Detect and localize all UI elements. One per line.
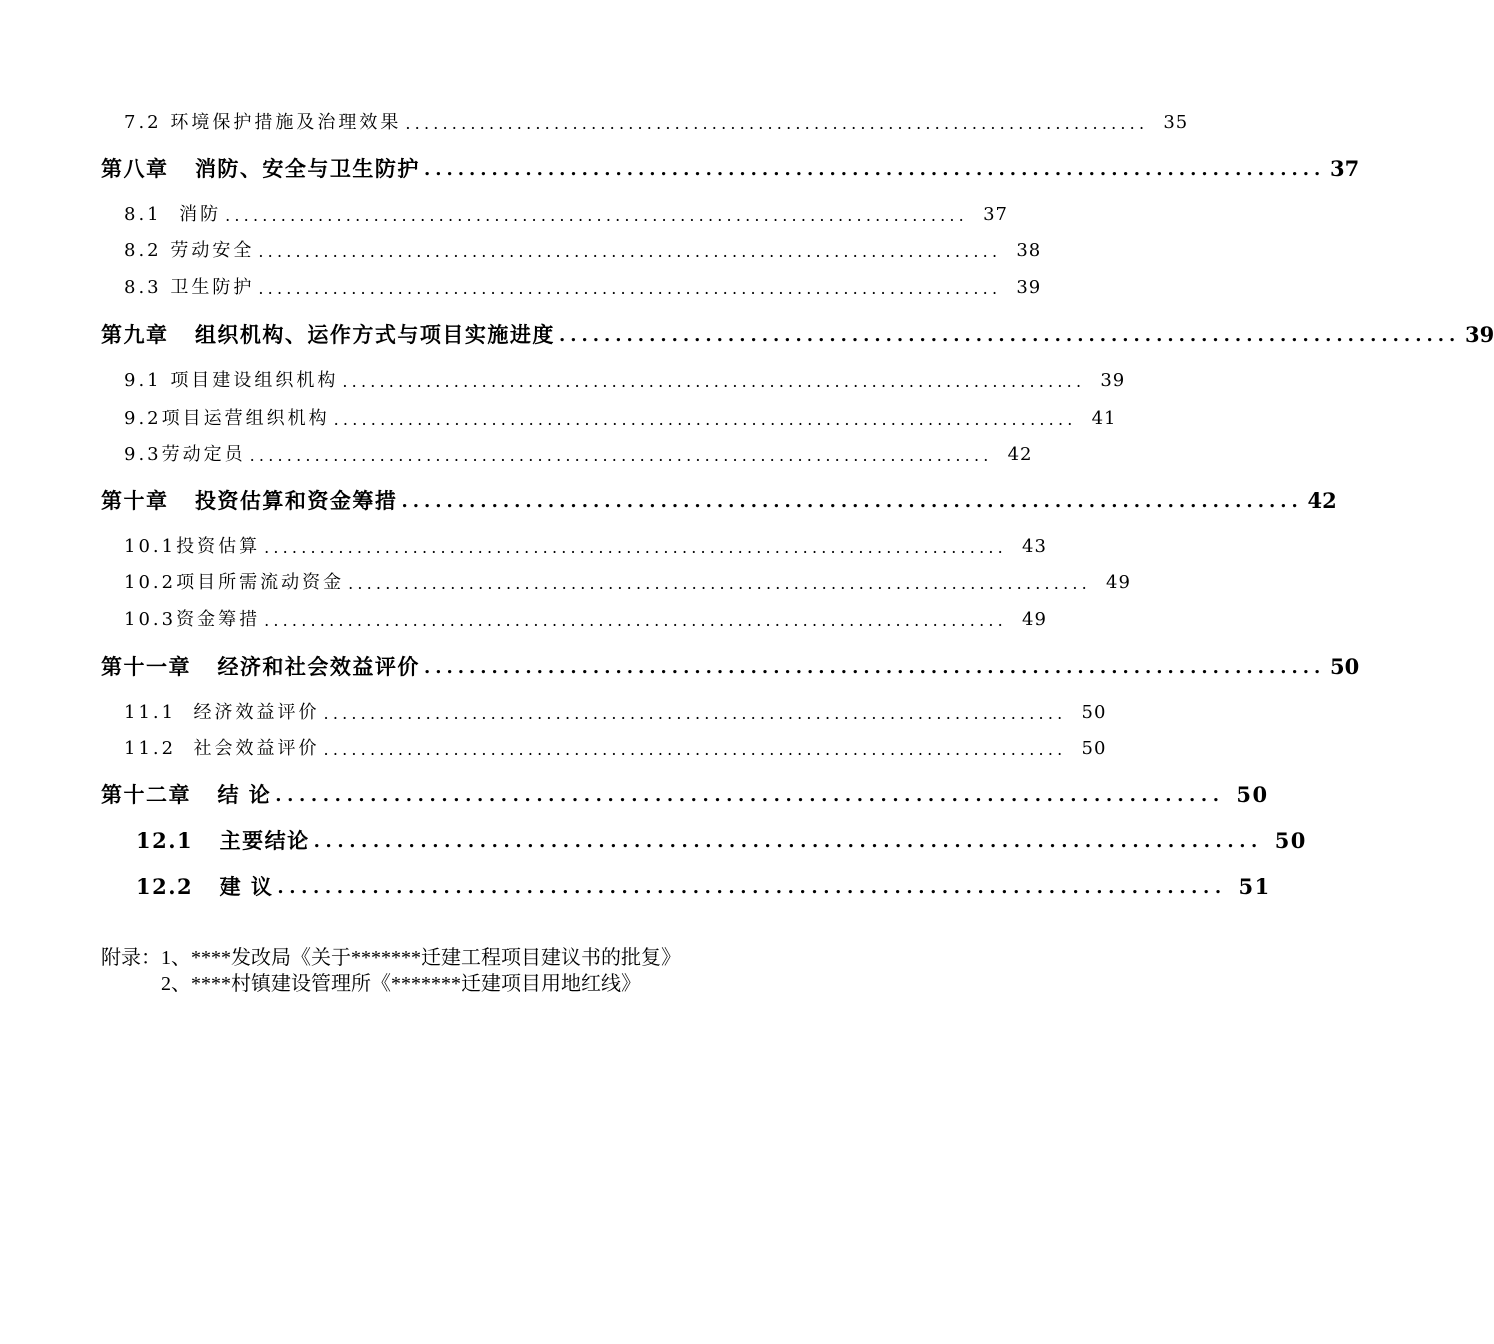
toc-number: 第九章 (101, 322, 169, 347)
toc-title: 投资估算 (176, 536, 261, 557)
toc-chapter-entry[interactable] (101, 488, 1337, 513)
toc-page-number: 50 (1236, 782, 1269, 807)
toc-number: 9.2 (124, 408, 162, 429)
toc-leader: ................................................................................ (258, 279, 1002, 298)
toc-title: 经济和社会效益评价 (217, 654, 420, 679)
toc-title: 经济效益评价 (193, 702, 320, 723)
toc-number: 第十章 (101, 488, 169, 513)
toc-leader: ................................................................................ (225, 206, 968, 225)
toc-title: 消防、安全与卫生防护 (194, 156, 420, 181)
toc-entry[interactable] (124, 204, 1008, 225)
toc-number: 第十二章 (101, 782, 191, 807)
toc-page-number: 42 (1007, 444, 1033, 465)
toc-page-number: 39 (1100, 370, 1126, 391)
toc-entry[interactable] (124, 444, 1033, 465)
toc-number: 8.3 (124, 277, 162, 298)
toc-number: 第八章 (101, 156, 169, 181)
toc-number: 10.1 (124, 536, 177, 557)
toc-leader: ................................................................................ (277, 877, 1227, 898)
toc-leader: ................................................................................ (348, 574, 1091, 593)
toc-leader: ................................................................................ (342, 372, 1086, 391)
toc-page-number: 43 (1022, 536, 1047, 557)
toc-title: 环境保护措施及治理效果 (170, 112, 402, 133)
toc-page-number: 37 (983, 204, 1008, 225)
toc-leader: ................................................................................ (249, 446, 993, 465)
toc-page-number: 50 (1081, 738, 1107, 759)
toc-title: 投资估算和资金筹措 (194, 488, 398, 513)
toc-chapter-entry[interactable] (101, 782, 1269, 807)
toc-leader: ................................................................................ (264, 538, 1007, 557)
toc-leader: ................................................................................ (423, 657, 1326, 678)
toc-leader: ................................................................................ (264, 611, 1007, 630)
toc-number: 10.2 (124, 572, 177, 593)
toc-title: 社会效益评价 (193, 738, 320, 759)
toc-chapter-entry[interactable] (101, 654, 1360, 679)
toc-entry[interactable] (124, 702, 1107, 723)
toc-leader: ................................................................................ (401, 491, 1303, 512)
toc-leader: ................................................................................ (333, 410, 1077, 429)
toc-title: 项目建设组织机构 (170, 370, 339, 391)
toc-page-number: 39 (1016, 277, 1042, 298)
toc-title: 消防 (179, 204, 222, 225)
toc-leader: ................................................................................ (423, 159, 1326, 180)
toc-chapter-entry[interactable] (101, 322, 1494, 347)
toc-page-number: 49 (1022, 609, 1047, 630)
toc-number: 第十一章 (101, 654, 191, 679)
toc-entry[interactable] (124, 609, 1047, 630)
toc-entry[interactable] (124, 738, 1107, 759)
toc-title: 劳动定员 (161, 444, 246, 465)
toc-page-number: 39 (1465, 322, 1494, 347)
toc-number: 10.3 (124, 609, 177, 630)
toc-number: 12.2 (136, 874, 194, 899)
toc-page-number: 37 (1330, 156, 1360, 181)
toc-leader: ................................................................................ (323, 704, 1067, 723)
toc-leader: ................................................................................ (313, 831, 1263, 852)
toc-title: 组织机构、运作方式与项目实施进度 (194, 322, 555, 347)
toc-entry[interactable] (124, 370, 1126, 391)
toc-title: 卫生防护 (170, 277, 255, 298)
toc-number: 11.1 (124, 702, 177, 723)
toc-title: 主要结论 (219, 828, 310, 853)
toc-page-number: 50 (1081, 702, 1107, 723)
toc-entry[interactable] (124, 240, 1042, 261)
toc-title: 项目运营组织机构 (161, 408, 330, 429)
toc-chapter-sub-entry[interactable] (136, 874, 1271, 899)
toc-entry[interactable] (124, 408, 1117, 429)
toc-page-number: 50 (1330, 654, 1360, 679)
toc-number: 12.1 (136, 828, 194, 853)
toc-number: 7.2 (124, 112, 162, 133)
toc-title: 资金筹措 (176, 609, 261, 630)
toc-leader: ................................................................................ (558, 325, 1461, 346)
toc-number: 8.1 (124, 204, 162, 225)
toc-chapter-sub-entry[interactable] (136, 828, 1307, 853)
toc-title: 结 论 (217, 782, 272, 807)
appendix-line: 2、****村镇建设管理所《*******迁建项目用地红线》 (161, 973, 641, 995)
toc-entry[interactable] (124, 536, 1047, 557)
toc-leader: ................................................................................ (275, 785, 1225, 806)
toc-title: 劳动安全 (170, 240, 255, 261)
toc-title: 项目所需流动资金 (176, 572, 345, 593)
toc-page-number: 35 (1163, 112, 1189, 133)
toc-page-number: 51 (1238, 874, 1271, 899)
toc-leader: ................................................................................ (258, 242, 1002, 261)
toc-number: 11.2 (124, 738, 177, 759)
appendix-section (101, 945, 681, 997)
toc-number: 9.3 (124, 444, 162, 465)
toc-number: 8.2 (124, 240, 162, 261)
toc-chapter-entry[interactable] (101, 156, 1360, 181)
toc-entry[interactable] (124, 572, 1131, 593)
toc-leader: ................................................................................ (323, 740, 1067, 759)
toc-title: 建 议 (219, 874, 274, 899)
toc-page-number: 49 (1106, 572, 1131, 593)
toc-page-number: 41 (1091, 408, 1117, 429)
toc-entry[interactable] (124, 277, 1042, 298)
toc-page-number: 42 (1307, 488, 1337, 513)
appendix-line: 附录：1、****发改局《关于*******迁建工程项目建议书的批复》 (101, 947, 681, 969)
toc-number: 9.1 (124, 370, 162, 391)
toc-entry[interactable] (124, 112, 1189, 133)
toc-page-number: 50 (1274, 828, 1307, 853)
toc-page-number: 38 (1016, 240, 1042, 261)
toc-leader: ................................................................................ (405, 114, 1149, 133)
